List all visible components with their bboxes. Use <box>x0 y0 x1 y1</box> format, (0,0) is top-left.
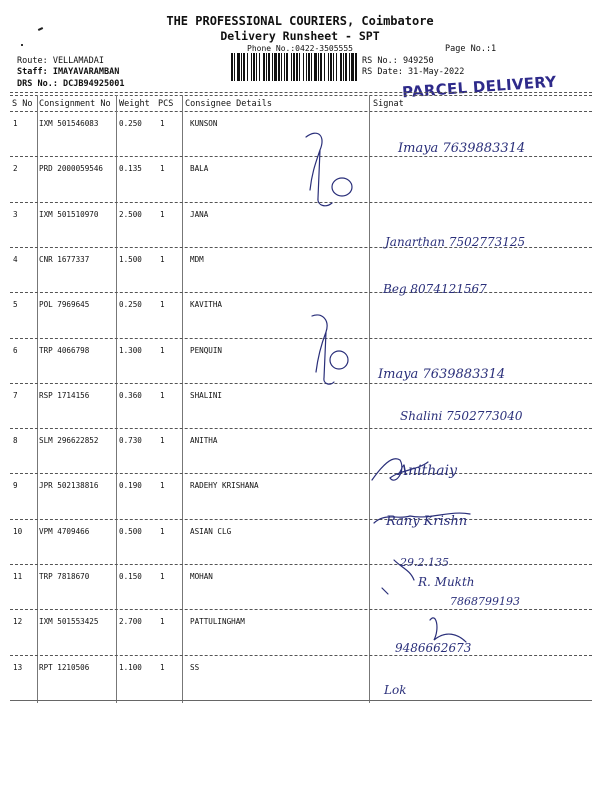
cell-consignee: MDM <box>190 254 204 264</box>
barcode-bar <box>284 53 285 81</box>
cell-consignee: SHALINI <box>190 390 223 400</box>
col-divider <box>37 95 38 703</box>
cell-pcs: 1 <box>160 662 165 672</box>
cell-sno: 3 <box>13 209 18 219</box>
barcode-bar <box>263 53 265 81</box>
cell-pcs: 1 <box>160 209 165 219</box>
cell-sno: 1 <box>13 119 18 128</box>
cell-consignment: TRP 4066798 <box>39 345 90 355</box>
cell-consignment: IXM 501546083 <box>39 119 99 128</box>
cell-consignee: PENQUIN <box>190 345 223 355</box>
page-number: Page No.:1 <box>445 44 497 54</box>
cell-consignee: RADEHY KRISHANA <box>190 481 259 491</box>
col-header-signature: Signat <box>373 99 404 109</box>
barcode-bar <box>266 53 267 81</box>
cell-pcs: 1 <box>160 526 165 536</box>
barcode-bar <box>308 53 310 81</box>
cell-consignee: MOHAN <box>190 572 213 581</box>
barcode-bar <box>351 53 354 81</box>
barcode-bar <box>274 53 277 81</box>
cell-weight: 2.500 <box>119 209 142 219</box>
cell-sno: 13 <box>13 662 23 672</box>
cell-sno: 9 <box>13 481 18 491</box>
cell-pcs: 1 <box>160 300 165 310</box>
cell-pcs: 1 <box>160 164 165 174</box>
barcode-bar <box>259 53 260 81</box>
cell-weight: 0.150 <box>119 572 142 581</box>
scan-dot <box>21 44 23 46</box>
rs-number: RS No.: 949250 <box>362 56 434 66</box>
cell-weight: 0.135 <box>119 164 142 174</box>
row-divider <box>10 473 592 474</box>
col-header-consignee: Consignee Details <box>185 99 272 109</box>
hw-row-6: Imaya 7639883314 <box>378 367 506 382</box>
row-divider <box>10 156 592 157</box>
barcode-bar <box>355 53 357 81</box>
hw-row-12: 9486662673 <box>395 641 472 655</box>
cell-consignment: TRP 7818670 <box>39 572 90 581</box>
cell-sno: 5 <box>13 300 18 310</box>
barcode-bar <box>251 53 252 81</box>
cell-consignee: ASIAN CLG <box>190 526 232 536</box>
cell-weight: 0.250 <box>119 300 142 310</box>
barcode-bar <box>343 53 344 81</box>
col-divider <box>116 95 117 703</box>
cell-consignee: JANA <box>190 209 209 219</box>
hw-row-9: Rany Krishn <box>386 514 468 529</box>
hw-row-13: Lok <box>384 683 407 697</box>
barcode-bar <box>340 53 342 81</box>
cell-sno: 12 <box>13 617 23 627</box>
row-divider <box>10 700 592 701</box>
row-divider <box>10 519 592 520</box>
cell-weight: 1.300 <box>119 345 142 355</box>
signature-stroke-8 <box>372 459 428 480</box>
table-top-rule <box>10 92 592 93</box>
cell-pcs: 1 <box>160 436 165 446</box>
cell-weight: 1.500 <box>119 254 142 264</box>
rs-date: RS Date: 31-May-2022 <box>362 67 465 77</box>
cell-consignment: IXM 501510970 <box>39 209 99 219</box>
barcode-bar <box>256 53 257 81</box>
cell-consignment: CNR 1677337 <box>39 254 90 264</box>
staff: Staff: IMAYAVARAMBAN <box>17 67 120 77</box>
courier-circle-2 <box>330 351 348 369</box>
cell-weight: 0.360 <box>119 390 142 400</box>
cell-pcs: 1 <box>160 119 165 128</box>
barcode-bar <box>330 53 332 81</box>
cell-pcs: 1 <box>160 617 165 627</box>
row-divider <box>10 247 592 248</box>
signature-stroke-11 <box>382 560 414 594</box>
barcode-bar <box>311 53 312 81</box>
barcode-bar <box>314 53 317 81</box>
cell-consignment: SLM 296622852 <box>39 436 99 446</box>
cell-sno: 4 <box>13 254 18 264</box>
barcode-bar <box>237 53 240 81</box>
barcode-bar <box>303 53 304 81</box>
hw-row-11-name: R. Mukth <box>418 575 475 589</box>
barcode-bar <box>281 53 282 81</box>
cell-pcs: 1 <box>160 390 165 400</box>
row-divider <box>10 292 592 293</box>
cell-consignment: JPR 502138816 <box>39 481 99 491</box>
cell-consignment: VPM 4709466 <box>39 526 90 536</box>
cell-pcs: 1 <box>160 345 165 355</box>
cell-consignment: RSP 1714156 <box>39 390 90 400</box>
barcode-bar <box>320 53 322 81</box>
document-title: THE PROFESSIONAL COURIERS, Coimbatore <box>166 14 434 28</box>
phone-number: Phone No.:0422-3505555 <box>247 44 353 53</box>
cell-consignment: RPT 1210506 <box>39 662 90 672</box>
hw-row-11-phone: 7868799193 <box>450 595 520 608</box>
cell-sno: 8 <box>13 436 18 446</box>
row-divider <box>10 383 592 384</box>
cell-consignee: ANITHA <box>190 436 218 446</box>
barcode-bar <box>349 53 350 81</box>
barcode-bar <box>293 53 295 81</box>
cell-weight: 0.500 <box>119 526 142 536</box>
barcode-bar <box>328 53 329 81</box>
row-divider <box>10 202 592 203</box>
barcode-bar <box>253 53 255 81</box>
cell-weight: 0.730 <box>119 436 142 446</box>
col-header-consignment: Consignment No <box>39 99 111 109</box>
col-header-sno: S No <box>12 99 33 109</box>
barcode <box>231 53 357 81</box>
hw-row-7: Shalini 7502773040 <box>400 409 523 423</box>
barcode-bar <box>336 53 337 81</box>
barcode-bar <box>299 53 300 81</box>
cell-weight: 1.100 <box>119 662 142 672</box>
barcode-bar <box>324 53 325 81</box>
route: Route: VELLAMADAI <box>17 56 104 66</box>
courier-circle-1 <box>332 178 352 196</box>
courier-mark-1 <box>306 133 332 206</box>
barcode-bar <box>306 53 307 81</box>
cell-consignment: POL 7969645 <box>39 300 90 310</box>
hw-row-10: 29.2.135 <box>400 556 449 569</box>
cell-consignee: BALA <box>190 164 209 174</box>
col-header-weight: Weight <box>119 99 150 109</box>
cell-weight: 0.250 <box>119 119 142 128</box>
cell-sno: 2 <box>13 164 18 174</box>
barcode-bar <box>296 53 298 81</box>
document-subtitle: Delivery Runsheet - SPT <box>220 29 380 43</box>
col-header-pcs: PCS <box>158 99 174 109</box>
barcode-bar <box>278 53 280 81</box>
row-divider <box>10 338 592 339</box>
row-divider <box>10 609 592 610</box>
col-divider <box>182 95 183 703</box>
cell-pcs: 1 <box>160 254 165 264</box>
cell-consignee: SS <box>190 662 200 672</box>
col-divider <box>369 95 370 703</box>
hw-row-3: Janarthan 7502773125 <box>385 235 526 249</box>
barcode-bar <box>286 53 288 81</box>
barcode-bar <box>272 53 273 81</box>
hw-row-8: Anithaiy <box>398 463 457 479</box>
cell-consignee: KAVITHA <box>190 300 223 310</box>
cell-consignment: IXM 501553425 <box>39 617 99 627</box>
cell-consignee: PATTULINGHAM <box>190 617 245 627</box>
barcode-bar <box>333 53 334 81</box>
cell-weight: 2.700 <box>119 617 142 627</box>
cell-weight: 0.190 <box>119 481 142 491</box>
cell-sno: 10 <box>13 526 23 536</box>
row-divider <box>10 428 592 429</box>
table-top-rule-2 <box>10 95 592 96</box>
cell-consignee: KUNSON <box>190 119 218 128</box>
row-divider <box>10 655 592 656</box>
signature-stroke-12 <box>430 618 466 642</box>
barcode-bar <box>247 53 248 81</box>
cell-consignment: PRD 2000059546 <box>39 164 104 174</box>
hw-row-4: Beg 8074121567 <box>383 282 487 296</box>
parcel-delivery-stamp: PARCEL DELIVERY <box>401 72 558 102</box>
barcode-bar <box>241 53 242 81</box>
hw-row-1: Imaya 7639883314 <box>398 141 526 156</box>
cell-sno: 6 <box>13 345 18 355</box>
barcode-bar <box>234 53 235 81</box>
cell-sno: 11 <box>13 572 23 581</box>
drs-number: DRS No.: DCJB94925001 <box>17 79 125 89</box>
cell-pcs: 1 <box>160 572 165 581</box>
row-divider <box>10 564 592 565</box>
barcode-bar <box>243 53 245 81</box>
barcode-bar <box>291 53 292 81</box>
barcode-bar <box>268 53 270 81</box>
barcode-bar <box>345 53 347 81</box>
courier-mark-2 <box>312 315 334 384</box>
barcode-bar <box>231 53 233 81</box>
barcode-bar <box>318 53 319 81</box>
cell-sno: 7 <box>13 390 18 400</box>
cell-pcs: 1 <box>160 481 165 491</box>
header-bottom-rule <box>10 111 592 112</box>
